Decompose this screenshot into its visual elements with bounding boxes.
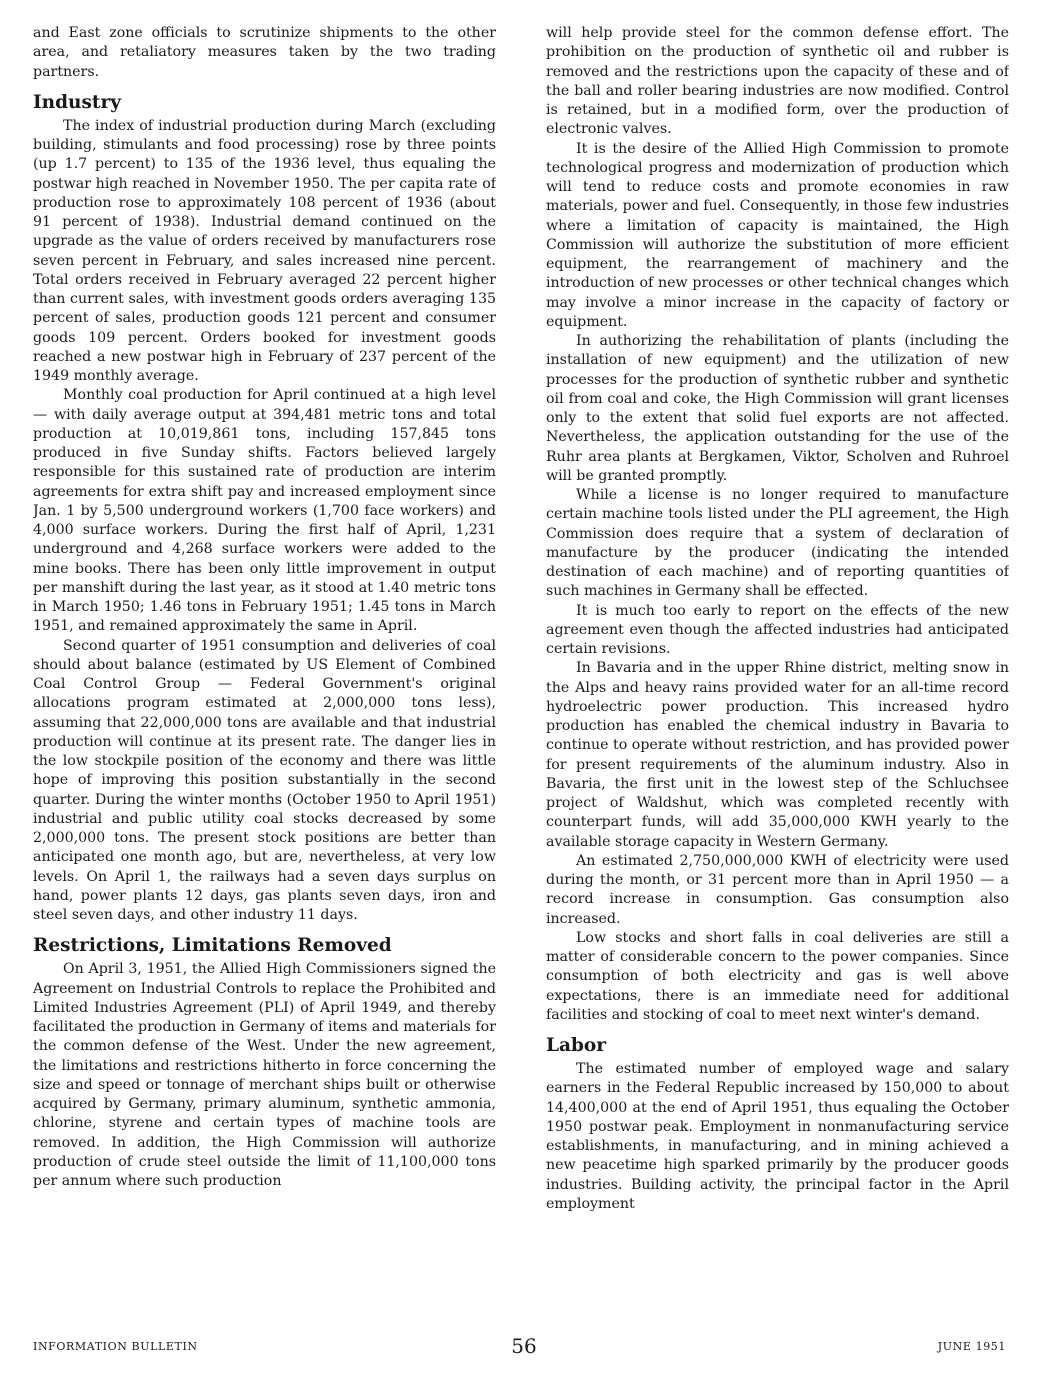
continued-paragraph: and East zone officials to scrutinize shipments to the other area, and retaliatory measures taken by the two trading partners. (33, 25, 496, 80)
page-number: 56 (511, 1334, 537, 1358)
paragraph: In authorizing the rehabilitation of plants (including the installation of new equipment) and the utilization of new processes for the production of synthetic rubber and synthetic oil from coal and coke, the High Commission will grant licenses only to the extent that solid fuel exports are not affected. Nevertheless, the application outstanding for the use of the Ruhr area plants at Bergkamen, Viktor, Scholven and Ruhroel will be granted promptly. (546, 333, 1009, 484)
paragraph: Second quarter of 1951 consumption and deliveries of coal should about balance (estimated by US Element of Combined Coal Control Group — Federal Government's original allocations program estimated at 2,000,000 tons less), assuming that 22,000,000 tons are available and that industrial production will continue at its present rate. The danger lies in the low stockpile position of the economy and there was little hope of improving this position substantially in the second quarter. During the winter months (October 1950 to April 1951) industrial and public utility coal stocks decreased by some 2,000,000 tons. The present stock positions are better than anticipated one month ago, but are, nevertheless, at very low levels. On April 1, the railways had a seven days surplus on hand, power plants 12 days, gas plants seven days, iron and steel seven days, and other industry 11 days. (33, 637, 496, 923)
continued-paragraph: will help provide steel for the common defense effort. The prohibition on the production of synthetic oil and rubber is removed and the restrictions upon the capacity of these and of the ball and roller bearing industries are now modified. Control is retained, but in a modified form, over the production of electronic valves. (546, 25, 1009, 138)
paragraph: It is much too early to report on the effects of the new agreement even though the affected industries had anticipated certain revisions. (546, 602, 1009, 657)
paragraph: Low stocks and short falls in coal deliveries are still a matter of considerable concern to the power companies. Since consumption of both electricity and gas is well above expectations, there is an immediate need for additional facilities and stocking of coal to meet next winter's demand. (546, 929, 1009, 1023)
paragraph: It is the desire of the Allied High Commission to promote technological progress and modernization of production which will tend to reduce costs and promote economies in raw materials, power and fuel. Consequently, in those few industries where a limitation of capacity is maintained, the High Commission will authorize the substitution of more efficient equipment, the rearrangement of machinery and the introduction of new processes or other technical changes which may involve a minor increase in the capacity of factory or equipment. (546, 140, 1009, 330)
left-column (33, 24, 496, 1324)
paragraph: The index of industrial production during March (excluding building, stimulants and food processing) rose by three points (up 1.7 percent) to 135 of the 1936 level, thus equaling the postwar high reached in November 1950. The per capita rate of production rose to approximately 108 percent of 1936 (about 91 percent of 1938). Industrial demand continued on the upgrade as the value of orders received by manufacturers rose seven percent in February, and sales increased nine percent. Total orders received in February averaged 22 percent higher than current sales, with investment goods orders averaging 135 percent of sales, production goods 121 percent and consumer goods 109 percent. Orders booked for investment goods reached a new postwar high in February of 237 percent of the 1949 monthly average. (33, 117, 496, 384)
paragraph: Monthly coal production for April continued at a high level — with daily average output at 394,481 metric tons and total production at 10,019,861 tons, including 157,845 tons produced in five Sunday shifts. Factors believed largely responsible for this sustained rate of production are interim agreements for extra shift pay and increased employment since Jan. 1 by 5,500 underground workers (1,700 face workers) and 4,000 surface workers. During the first half of April, 1,231 underground and 4,268 surface workers were added to the mine books. There has been only little improvement in output per manshift during the last year, as it stood at 1.40 metric tons in March 1950; 1.46 tons in February 1951; 1.45 tons in March 1951, and remained approximately the same in April. (33, 387, 496, 635)
footer-date: JUNE 1951 (937, 1340, 1006, 1353)
section-heading-labor: Labor (546, 1035, 607, 1056)
right-column (546, 24, 1009, 1324)
paragraph: While a license is no longer required to manufacture certain machine tools listed under the PLI agreement, the High Commission does require that a system of declaration of manufacture by the producer (indicating the intended destination of each machine) and of reporting quantities of such machines in Germany shall be effected. (546, 487, 1009, 600)
paragraph: The estimated number of employed wage and salary earners in the Federal Republic increased by 150,000 to about 14,400,000 at the end of April 1951, thus equaling the October 1950 postwar peak. Employment in nonmanufacturing service establishments, in manufacturing, and in mining achieved a new peacetime high sparked primarily by the producer goods industries. Building activity, the principal factor in the April employment (546, 1061, 1009, 1212)
paragraph: In Bavaria and in the upper Rhine district, melting snow in the Alps and heavy rains provided water for an all-time record hydroelectric power production. This increased hydro production has enabled the chemical industry in Bavaria to continue to operate without restriction, and has provided power for present requirements of the aluminum industry. Also in Bavaria, the first unit in the lowest step of the Schluchsee project of Waldshut, which was completed recently with counterpart funds, will add 35,000,000 KWH yearly to the available storage capacity in Western Germany. (546, 660, 1009, 850)
section-heading-restrictions: Restrictions, Limitations Removed (33, 935, 392, 957)
paragraph: On April 3, 1951, the Allied High Commissioners signed the Agreement on Industrial Controls to replace the Prohibited and Limited Industries Agreement (PLI) of April 1949, and thereby facilitated the production in Germany of items and materials for the common defense of the West. Under the new agreement, the limitations and restrictions hitherto in force concerning the size and speed or tonnage of merchant ships built or otherwise acquired by Germany, primary aluminum, synthetic ammonia, chlorine, styrene and certain types of machine tools are removed. In addition, the High Commission will authorize production of crude steel outside the limit of 11,100,000 tons per annum where such production (33, 961, 496, 1189)
footer-publication: INFORMATION BULLETIN (33, 1340, 198, 1353)
paragraph: An estimated 2,750,000,000 KWH of electricity were used during the month, or 31 percent more than in April 1950 — a record increase in consumption. Gas consumption also increased. (546, 852, 1009, 927)
section-heading-industry: Industry (33, 91, 121, 113)
